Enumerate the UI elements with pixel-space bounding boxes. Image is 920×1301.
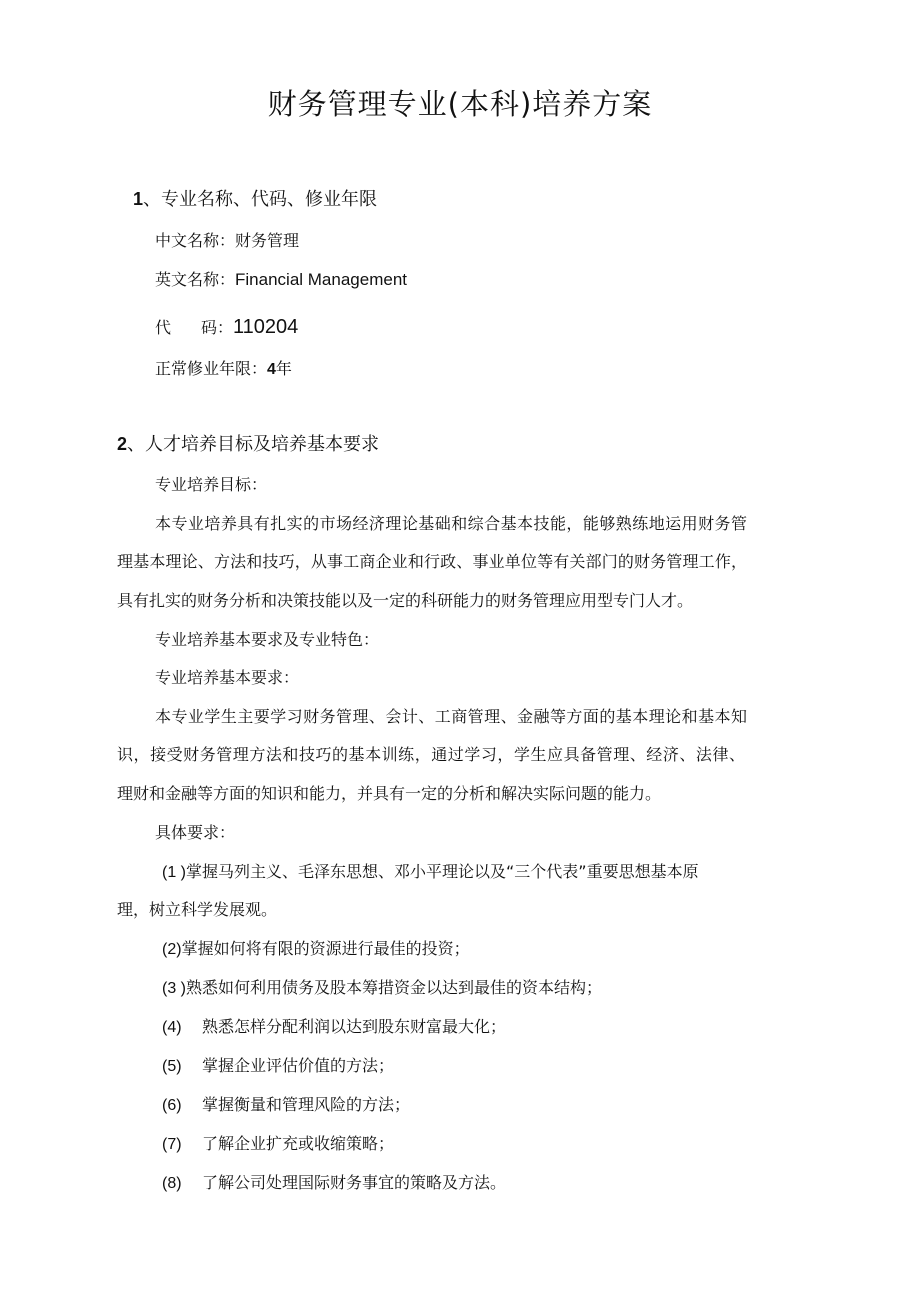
requirement-item-5 xyxy=(162,1055,394,1078)
code-label-part-2: 码： xyxy=(201,318,234,337)
specific-requirements-label: 具体要求： xyxy=(155,823,236,842)
requirement-item-4-text: 熟悉怎样分配利润以达到股东财富最大化； xyxy=(202,1017,507,1036)
requirement-item-1-continued xyxy=(117,899,277,921)
document-title: 财务管理专业(本科)培养方案 xyxy=(267,87,653,121)
goal-paragraph-line-1: 本专业培养具有扎实的市场经济理论基础和综合基本技能，能够熟练地运用财务管 xyxy=(155,514,747,533)
requirement-item-8-text: 了解公司处理国际财务事宜的策略及方法。 xyxy=(202,1173,507,1192)
goal-paragraph-line-2: 理基本理论、方法和技巧，从事工商企业和行政、事业单位等有关部门的财务管理工作， xyxy=(117,552,747,571)
requirement-item-3 xyxy=(162,977,602,1000)
section-2-title: 、人才培养目标及培养基本要求 xyxy=(127,434,380,455)
requirement-item-5-number: (5) xyxy=(162,1058,182,1075)
section-2-number: 2 xyxy=(117,434,128,454)
requirement-item-6-number: (6) xyxy=(162,1097,182,1114)
english-name-label: 英文名称： xyxy=(155,270,236,289)
requirement-item-3-text: 熟悉如何利用债务及股本筹措资金以达到最佳的资本结构； xyxy=(186,978,603,997)
requirement-item-8 xyxy=(162,1172,506,1195)
chinese-name-value: 财务管理 xyxy=(235,231,300,250)
section-1-number: 1 xyxy=(133,189,144,209)
study-years-unit: 年 xyxy=(275,359,292,378)
chinese-name-label: 中文名称： xyxy=(155,231,236,250)
requirement-item-6-text: 掌握衡量和管理风险的方法； xyxy=(202,1095,411,1114)
requirement-paragraph-line-3: 理财和金融等方面的知识和能力，并具有一定的分析和解决实际问题的能力。 xyxy=(117,784,662,803)
code-line xyxy=(155,316,298,339)
chinese-name-line xyxy=(155,230,299,252)
requirement-item-1-number: (1 ) xyxy=(162,864,186,881)
goal-label: 专业培养目标： xyxy=(155,475,268,494)
requirement-item-2-number: (2) xyxy=(162,941,182,958)
study-years-value: 4 xyxy=(267,361,276,378)
section-1-heading xyxy=(133,188,377,211)
code-value: 110204 xyxy=(233,316,299,338)
requirement-item-4 xyxy=(162,1016,506,1039)
requirement-item-5-text: 掌握企业评估价值的方法； xyxy=(202,1056,395,1075)
requirement-item-4-number: (4) xyxy=(162,1019,182,1036)
requirement-paragraph-line-1: 本专业学生主要学习财务管理、会计、工商管理、金融等方面的基本理论和基本知 xyxy=(155,707,747,726)
study-years-label: 正常修业年限： xyxy=(155,359,268,378)
requirement-item-2 xyxy=(162,938,470,961)
requirement-item-8-number: (8) xyxy=(162,1175,182,1192)
section-1-title: 、专业名称、代码、修业年限 xyxy=(143,189,378,210)
requirement-item-7-text: 了解企业扩充或收缩策略； xyxy=(202,1134,395,1153)
requirement-item-6 xyxy=(162,1094,410,1117)
requirement-feature-label: 专业培养基本要求及专业特色： xyxy=(155,630,380,649)
requirement-item-7-number: (7) xyxy=(162,1136,182,1153)
study-years-line xyxy=(155,358,292,381)
english-name-line xyxy=(155,269,407,291)
goal-paragraph-line-3: 具有扎实的财务分析和决策技能以及一定的科研能力的财务管理应用型专门人才。 xyxy=(117,591,694,610)
requirement-item-3-number: (3 ) xyxy=(162,980,186,997)
requirement-item-1-text: 掌握马列主义、毛泽东思想、邓小平理论以及“三个代表”重要思想基本原 xyxy=(186,862,699,881)
requirement-item-1-continued-text: 理，树立科学发展观。 xyxy=(117,900,278,919)
requirement-item-1 xyxy=(162,861,699,884)
english-name-value: Financial Management xyxy=(235,270,407,289)
requirement-item-2-text: 掌握如何将有限的资源进行最佳的投资； xyxy=(181,939,470,958)
code-label-part-1: 代 xyxy=(155,318,172,337)
requirement-paragraph-line-2: 识，接受财务管理方法和技巧的基本训练，通过学习，学生应具备管理、经济、法律、 xyxy=(117,745,745,764)
requirement-item-7 xyxy=(162,1133,394,1156)
requirement-label: 专业培养基本要求： xyxy=(155,668,300,687)
section-2-heading xyxy=(117,433,379,456)
